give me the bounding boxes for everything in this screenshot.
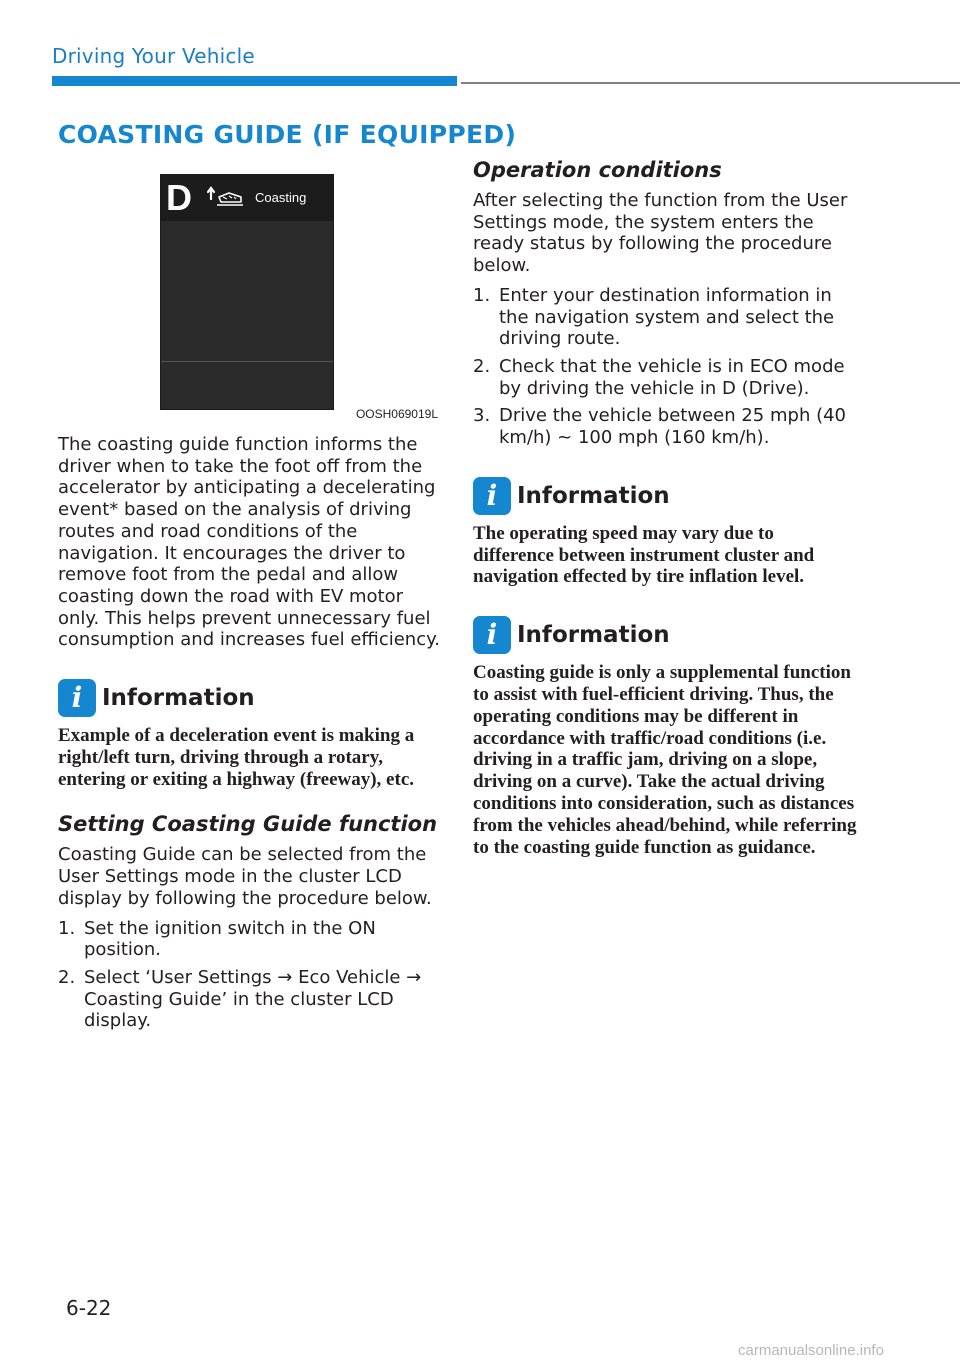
list-item: 2. Check that the vehicle is in ECO mode by driving the vehicle in D (Drive).: [473, 355, 845, 399]
info-label: Information: [517, 482, 670, 509]
running-header: Driving Your Vehicle: [52, 44, 255, 68]
list-item: 3. Drive the vehicle between 25 mph (40 km/h) ~ 100 mph (160 km/h).: [473, 405, 847, 449]
info-heading-2: [473, 477, 858, 515]
info-icon: i: [473, 616, 511, 654]
setting-paragraph: Coasting Guide can be selected from the User Settings mode in the cluster LCD display by following the procedure below.: [58, 844, 432, 909]
header-accent-bar: [52, 76, 457, 86]
list-item: 1. Enter your destination information in the navigation system and select the driving route.: [473, 284, 835, 350]
section-title: COASTING GUIDE (IF EQUIPPED): [58, 120, 517, 149]
info-heading-1: [58, 679, 440, 717]
header-rule: [461, 82, 960, 84]
setting-steps: [58, 918, 440, 1033]
info-text-3: Coasting guide is only a supplemental function to assist with fuel-efficient driving. Thus, the operating conditions may be different in accordance with traffic/road conditions (i.e. driving in a traffic jam, driving on a slope, driving on a curve). Take the actual driving conditions into consideration, such as distances from the vehicles ahead/behind, while referring to the coasting guide function as guidance.: [473, 662, 857, 858]
info-text-1: Example of a deceleration event is making a right/left turn, driving through a rotary, entering or exiting a highway (freeway), etc.: [58, 725, 415, 790]
cluster-display: [160, 174, 334, 410]
intro-paragraph: The coasting guide function informs the driver when to take the foot off from the accelerator by anticipating a decelerating event* based on the analysis of driving routes and road conditions of the navigation. It encourages the driver to remove foot from the pedal and allow coasting down the road with EV motor only. This helps prevent unnecessary fuel consumption and increases fuel efficiency.: [58, 434, 440, 651]
info-icon: i: [58, 679, 96, 717]
operation-paragraph: After selecting the function from the User Settings mode, the system enters the ready status by following the procedure below.: [473, 190, 848, 277]
watermark: carmanualsonline.info: [738, 1342, 884, 1359]
list-item: 2. Select ‘User Settings → Eco Vehicle → Coasting Guide’ in the cluster LCD display.: [58, 966, 422, 1032]
info-label: Information: [517, 622, 670, 649]
left-column: [58, 170, 440, 1038]
figure-code: OOSH069019L: [355, 407, 438, 421]
info-text-2: The operating speed may vary due to difference between instrument cluster and navigation effected by tire inflation level.: [473, 522, 815, 588]
operation-steps: [473, 285, 858, 449]
gear-indicator: D: [166, 177, 192, 218]
info-heading-3: [473, 616, 858, 654]
cluster-figure: [58, 170, 440, 430]
page-number: 6-22: [66, 1296, 112, 1320]
coasting-foot-icon: [207, 185, 245, 209]
right-column: [473, 158, 858, 858]
cluster-divider: [161, 361, 333, 362]
list-item: 1. Set the ignition switch in the ON position.: [58, 917, 376, 961]
setting-heading: Setting Coasting Guide function: [58, 812, 438, 837]
info-icon: i: [473, 477, 511, 515]
operation-heading: Operation conditions: [473, 158, 722, 182]
coasting-label: Coasting: [255, 190, 307, 205]
info-label: Information: [102, 685, 255, 712]
